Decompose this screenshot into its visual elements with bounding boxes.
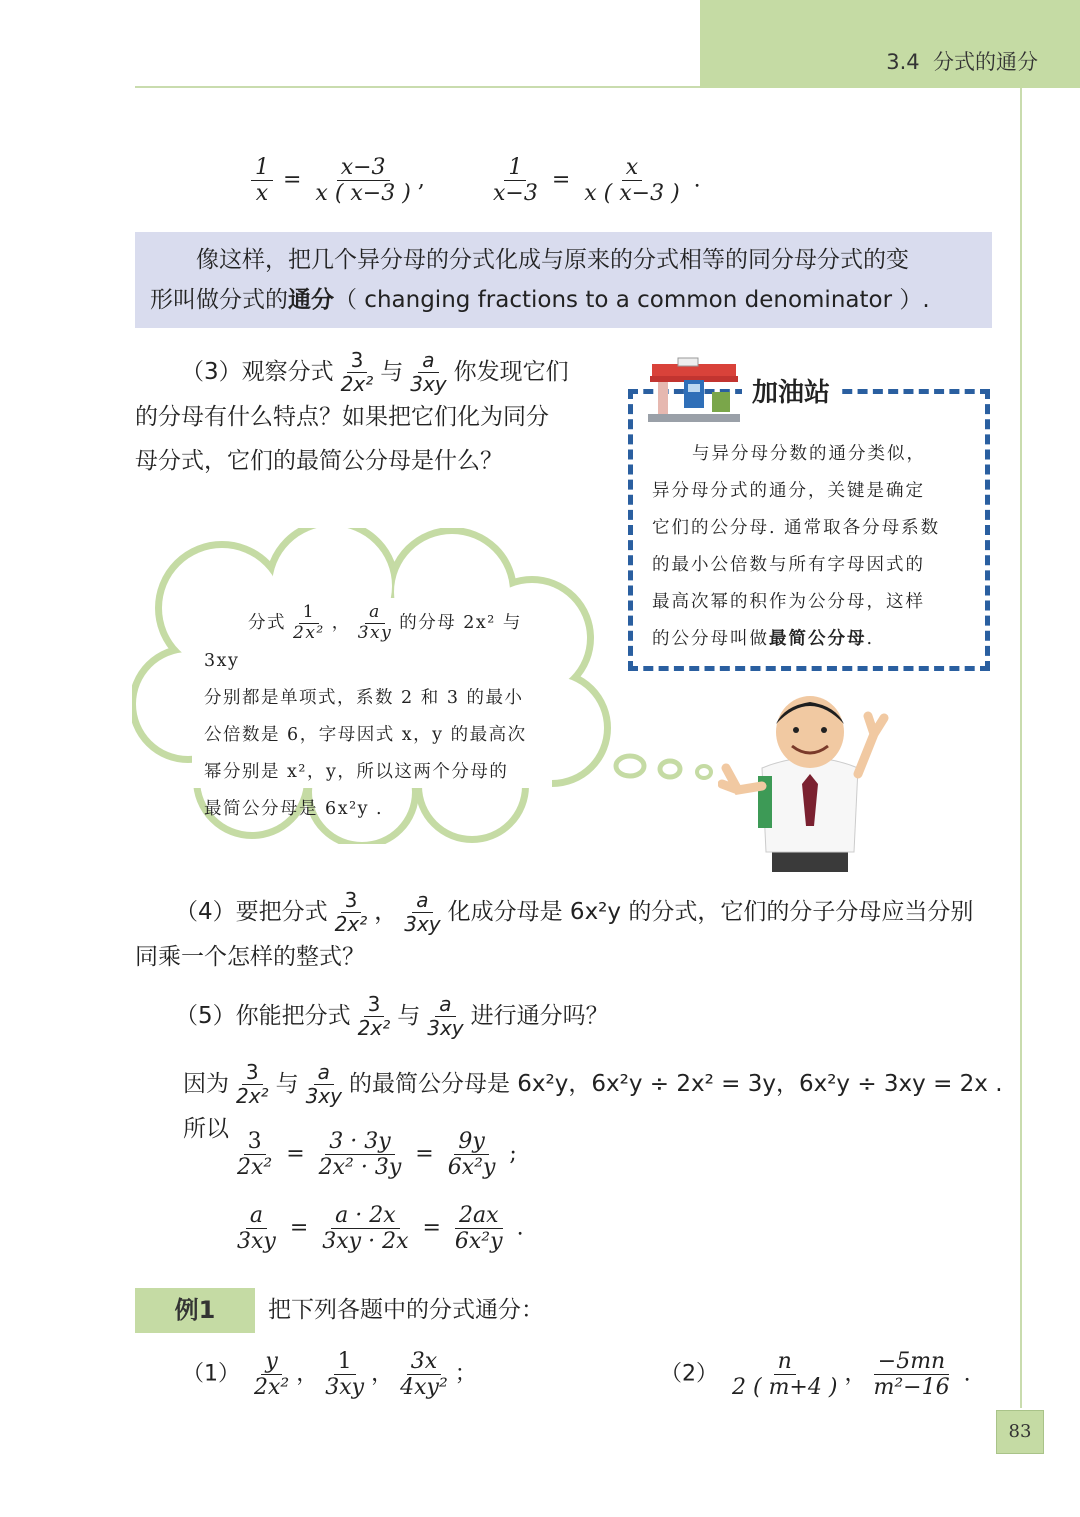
page-number: 83: [996, 1410, 1044, 1454]
example-part-1: （1） $\frac{y}{\text{2x²}}$ ， $\frac{1}{3xy}$ ， $\frac{3x}{\text{4xy²}}$ ；: [182, 1349, 477, 1401]
margin-rule: [1020, 88, 1022, 1408]
question-5: （5）你能把分式 $\frac{3}{\text{2x²}}$ 与 $\frac{a}{3xy}$ 进行通分吗？: [175, 992, 609, 1040]
section-number: 3.4: [886, 50, 920, 74]
tip-term: 最简公分母: [769, 629, 867, 649]
solution-equation-2: $\frac{a}{3xy}$ = $\frac{a \cdot 2x}{3xy \cdot 2x}$ = $\frac{2ax}{\text{6x²y}}$ .: [237, 1203, 524, 1255]
tip-title: 加油站: [742, 372, 840, 409]
example-part-2: （2） $\frac{n}{2 ( m+4 )}$ ， $\frac{-5mn}{\text{m²−16}}$ .: [660, 1349, 971, 1401]
equation-2: $\frac{1}{x-3}$ = $\frac{x}{x ( x-3 )}$ .: [493, 155, 701, 207]
definition-text: 像这样，把几个异分母的分式化成与原来的分式相等的同分母分式的变 形叫做分式的通分（ changing fractions to a common denominator ）.: [150, 247, 930, 313]
equation-1: $\frac{1}{x}$ = $\frac{x-3}{x ( x-3 )}$ ,: [248, 156, 425, 205]
section-title: [886, 46, 1038, 76]
cloud-text: 分式 $\frac{1}{\text{2x²}}$ ， $\frac{a}{3xy}$ 的分母 2x² 与 3xy 分别都是单项式，系数 2 和 3 的最小 公倍数是 6，字母因式 x，y 的最高次 幂分别是 x²，y，所以这两个分母的 最简公分母是 6x²y .: [204, 602, 527, 819]
question-3: （3）观察分式 $\frac{3}{\text{2x²}}$ 与 $\frac{a}{3xy}$ 你发现它们 的分母有什么特点？如果把它们化为同分 母分式，它们的最简公分母是什么？: [135, 348, 569, 474]
definition-term: 通分: [288, 287, 334, 313]
section-name: 分式的通分: [933, 50, 1038, 74]
thought-bubble-dots: [612, 752, 722, 782]
question-4: （4）要把分式 $\frac{3}{\text{2x²}}$ ， $\frac{a}{3xy}$ 化成分母是 6x²y 的分式，它们的分子分母应当分别 同乘一个怎样的整式？: [135, 888, 974, 970]
example-badge: 例1: [135, 1288, 255, 1333]
example-instruction: 把下列各题中的分式通分：: [268, 1297, 544, 1323]
header-rule: [135, 86, 700, 88]
solution-equation-1: $\frac{3}{\text{2x²}}$ = $\frac{3 \cdot 3y}{\text{2x² · 3y}}$ = $\frac{9y}{\text{6x²y}}$ ;: [237, 1129, 517, 1181]
solution-intro: 因为 $\frac{3}{\text{2x²}}$ 与 $\frac{a}{3xy}$ 的最简公分母是 6x²y，6x²y ÷ 2x² = 3y，6x²y ÷ 3xy = 2x . 所以: [183, 1060, 1003, 1142]
gas-station-icon: [648, 356, 740, 426]
boy-illustration: [718, 694, 894, 872]
tip-text: 与异分母分数的通分类似， 异分母分式的通分，关键是确定 它们的公分母. 通常取各分母系数 的最小公倍数与所有字母因式的 最高次幂的积作为公分母，这样 的公分母叫做最简公分母.: [652, 444, 941, 649]
